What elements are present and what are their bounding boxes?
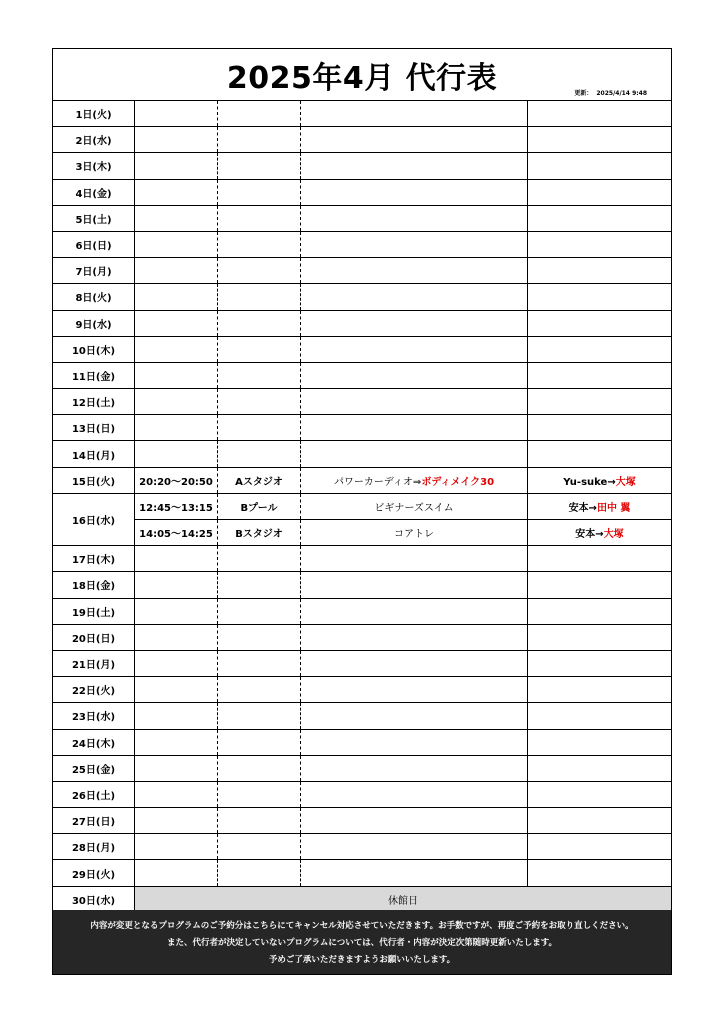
- instructor-cell: [528, 153, 672, 179]
- program-cell: [301, 493, 528, 519]
- time-cell: [135, 336, 218, 362]
- table-row: [53, 493, 671, 519]
- program-cell: [301, 860, 528, 886]
- program-cell: [301, 755, 528, 781]
- table-row: [53, 703, 671, 729]
- day-label: 7日(月): [53, 258, 135, 284]
- instructor-cell: [528, 520, 672, 546]
- program-cell: [301, 205, 528, 231]
- room-cell: [218, 546, 301, 572]
- table-row: [53, 336, 671, 362]
- room-cell: [218, 834, 301, 860]
- instructor-cell: [528, 677, 672, 703]
- program-cell: [301, 179, 528, 205]
- room-cell: [218, 179, 301, 205]
- time-cell: 14:05～14:25: [135, 520, 218, 546]
- program-cell: [301, 624, 528, 650]
- day-label: 4日(金): [53, 179, 135, 205]
- time-cell: [135, 598, 218, 624]
- instructor-to: 田中 翼: [596, 502, 631, 514]
- program-original: ビギナーズスイム: [374, 502, 454, 514]
- program-cell: [301, 520, 528, 546]
- program-cell: [301, 415, 528, 441]
- instructor-cell: [528, 389, 672, 415]
- room-cell: [218, 101, 301, 127]
- table-row: [53, 362, 671, 388]
- room-cell: [218, 808, 301, 834]
- program-cell: [301, 781, 528, 807]
- day-label: 20日(日): [53, 624, 135, 650]
- program-cell: [301, 153, 528, 179]
- room-cell: [218, 258, 301, 284]
- instructor-cell: [528, 860, 672, 886]
- instructor-cell: [528, 755, 672, 781]
- day-label: 12日(土): [53, 389, 135, 415]
- instructor-cell: [528, 179, 672, 205]
- instructor-cell: [528, 231, 672, 257]
- day-label: 24日(木): [53, 729, 135, 755]
- day-label: 1日(火): [53, 101, 135, 127]
- updated-value: 2025/4/14 9:48: [596, 90, 647, 97]
- room-cell: Aスタジオ: [218, 467, 301, 493]
- room-cell: [218, 153, 301, 179]
- day-label: 18日(金): [53, 572, 135, 598]
- time-cell: [135, 205, 218, 231]
- room-cell: [218, 624, 301, 650]
- instructor-cell: [528, 729, 672, 755]
- day-label: 23日(水): [53, 703, 135, 729]
- day-label: 21日(月): [53, 650, 135, 676]
- table-row: [53, 860, 671, 886]
- updated-label: 更新：: [574, 90, 593, 97]
- room-cell: [218, 127, 301, 153]
- instructor-to: 大塚: [615, 476, 636, 488]
- program-cell: [301, 231, 528, 257]
- day-label: 28日(月): [53, 834, 135, 860]
- table-row: [53, 834, 671, 860]
- program-cell: [301, 808, 528, 834]
- instructor-cell: [528, 624, 672, 650]
- time-cell: [135, 101, 218, 127]
- time-cell: [135, 258, 218, 284]
- program-cell: [301, 650, 528, 676]
- time-cell: [135, 755, 218, 781]
- room-cell: [218, 362, 301, 388]
- table-row: [53, 258, 671, 284]
- day-label: 8日(火): [53, 284, 135, 310]
- instructor-to: 大塚: [603, 529, 624, 541]
- time-cell: 20:20～20:50: [135, 467, 218, 493]
- day-label: 2日(水): [53, 127, 135, 153]
- time-cell: [135, 650, 218, 676]
- instructor-cell: [528, 493, 672, 519]
- table-row: [53, 755, 671, 781]
- table-row: [53, 624, 671, 650]
- instructor-cell: [528, 441, 672, 467]
- program-cell: [301, 101, 528, 127]
- day-label: 27日(日): [53, 808, 135, 834]
- footer-line: また、代行者が決定していないプログラムについては、代行者・内容が決定次第随時更新いたします。: [166, 938, 558, 948]
- table-row: [53, 205, 671, 231]
- day-label: 9日(水): [53, 310, 135, 336]
- program-cell: [301, 703, 528, 729]
- time-cell: 12:45～13:15: [135, 493, 218, 519]
- day-label: 17日(木): [53, 546, 135, 572]
- footer-notice: [53, 910, 671, 974]
- table-row: [53, 572, 671, 598]
- time-cell: [135, 284, 218, 310]
- table-row: [53, 781, 671, 807]
- program-cell: [301, 310, 528, 336]
- room-cell: Bプール: [218, 493, 301, 519]
- instructor-cell: [528, 310, 672, 336]
- room-cell: [218, 336, 301, 362]
- time-cell: [135, 546, 218, 572]
- time-cell: [135, 834, 218, 860]
- instructor-from: 安本→: [575, 529, 604, 541]
- time-cell: [135, 624, 218, 650]
- time-cell: [135, 572, 218, 598]
- time-cell: [135, 860, 218, 886]
- updated-stamp: [574, 88, 647, 97]
- time-cell: [135, 808, 218, 834]
- table-row: [53, 546, 671, 572]
- program-cell: [301, 598, 528, 624]
- room-cell: [218, 755, 301, 781]
- day-label: 15日(火): [53, 467, 135, 493]
- time-cell: [135, 703, 218, 729]
- day-label: 22日(火): [53, 677, 135, 703]
- time-cell: [135, 153, 218, 179]
- program-cell: [301, 336, 528, 362]
- time-cell: [135, 179, 218, 205]
- room-cell: Bスタジオ: [218, 520, 301, 546]
- instructor-cell: [528, 834, 672, 860]
- room-cell: [218, 441, 301, 467]
- program-cell: [301, 362, 528, 388]
- instructor-cell: [528, 284, 672, 310]
- table-row: [53, 127, 671, 153]
- instructor-cell: [528, 258, 672, 284]
- day-label: 6日(日): [53, 231, 135, 257]
- program-cell: [301, 546, 528, 572]
- day-label: 29日(火): [53, 860, 135, 886]
- program-cell: [301, 389, 528, 415]
- time-cell: [135, 127, 218, 153]
- instructor-cell: [528, 415, 672, 441]
- program-original: パワーカーディオ⇒: [333, 476, 422, 488]
- program-cell: [301, 729, 528, 755]
- room-cell: [218, 729, 301, 755]
- table-row: [53, 101, 671, 127]
- day-label: 13日(日): [53, 415, 135, 441]
- table-row: [53, 467, 671, 493]
- closed-label: 休館日: [388, 895, 418, 907]
- time-cell: [135, 781, 218, 807]
- page-title: 2025年4月 代行表: [226, 61, 498, 96]
- day-label: 26日(土): [53, 781, 135, 807]
- instructor-cell: [528, 362, 672, 388]
- instructor-from: Yu-suke→: [563, 476, 616, 488]
- instructor-cell: [528, 101, 672, 127]
- instructor-cell: [528, 781, 672, 807]
- program-cell: [301, 467, 528, 493]
- closed-day-cell: [135, 886, 672, 912]
- table-row: [53, 179, 671, 205]
- room-cell: [218, 650, 301, 676]
- table-row: [53, 598, 671, 624]
- day-label: 30日(水): [53, 886, 135, 912]
- table-row: [53, 153, 671, 179]
- time-cell: [135, 310, 218, 336]
- room-cell: [218, 860, 301, 886]
- time-cell: [135, 231, 218, 257]
- instructor-cell: [528, 336, 672, 362]
- program-cell: [301, 284, 528, 310]
- room-cell: [218, 389, 301, 415]
- instructor-cell: [528, 703, 672, 729]
- day-label: 16日(水): [53, 493, 135, 545]
- footer-line: 予めご了承いただきますようお願いいたします。: [268, 955, 456, 965]
- room-cell: [218, 284, 301, 310]
- room-cell: [218, 310, 301, 336]
- instructor-cell: [528, 546, 672, 572]
- room-cell: [218, 205, 301, 231]
- program-cell: [301, 127, 528, 153]
- table-row: [53, 520, 671, 546]
- program-cell: [301, 258, 528, 284]
- instructor-cell: [528, 572, 672, 598]
- program-cell: [301, 441, 528, 467]
- day-label: 11日(金): [53, 362, 135, 388]
- time-cell: [135, 415, 218, 441]
- table-row: [53, 310, 671, 336]
- room-cell: [218, 415, 301, 441]
- table-row: [53, 677, 671, 703]
- program-cell: [301, 677, 528, 703]
- header: [53, 49, 671, 101]
- room-cell: [218, 781, 301, 807]
- room-cell: [218, 677, 301, 703]
- day-label: 5日(土): [53, 205, 135, 231]
- table-row: [53, 415, 671, 441]
- time-cell: [135, 677, 218, 703]
- footer-line: 内容が変更となるプログラムのご予約分はこちらにてキャンセル対応させていただきます。お手数ですが、再度ご予約をお取り直しください。: [90, 921, 634, 931]
- table-row: [53, 231, 671, 257]
- day-label: 14日(月): [53, 441, 135, 467]
- schedule-sheet: [52, 48, 672, 975]
- instructor-cell: [528, 467, 672, 493]
- table-row: [53, 729, 671, 755]
- instructor-cell: [528, 650, 672, 676]
- instructor-cell: [528, 205, 672, 231]
- table-row: [53, 441, 671, 467]
- program-original: コアトレ: [394, 529, 434, 541]
- day-label: 25日(金): [53, 755, 135, 781]
- instructor-cell: [528, 598, 672, 624]
- schedule-table: [53, 101, 671, 913]
- room-cell: [218, 703, 301, 729]
- day-label: 10日(木): [53, 336, 135, 362]
- time-cell: [135, 729, 218, 755]
- time-cell: [135, 362, 218, 388]
- time-cell: [135, 389, 218, 415]
- table-row: [53, 284, 671, 310]
- room-cell: [218, 598, 301, 624]
- instructor-cell: [528, 127, 672, 153]
- instructor-from: 安本→: [568, 502, 597, 514]
- day-label: 3日(木): [53, 153, 135, 179]
- room-cell: [218, 572, 301, 598]
- time-cell: [135, 441, 218, 467]
- table-row: [53, 650, 671, 676]
- table-row: [53, 886, 671, 912]
- program-new: ボディメイク30: [421, 476, 495, 488]
- program-cell: [301, 834, 528, 860]
- program-cell: [301, 572, 528, 598]
- day-label: 19日(土): [53, 598, 135, 624]
- table-row: [53, 808, 671, 834]
- instructor-cell: [528, 808, 672, 834]
- table-row: [53, 389, 671, 415]
- room-cell: [218, 231, 301, 257]
